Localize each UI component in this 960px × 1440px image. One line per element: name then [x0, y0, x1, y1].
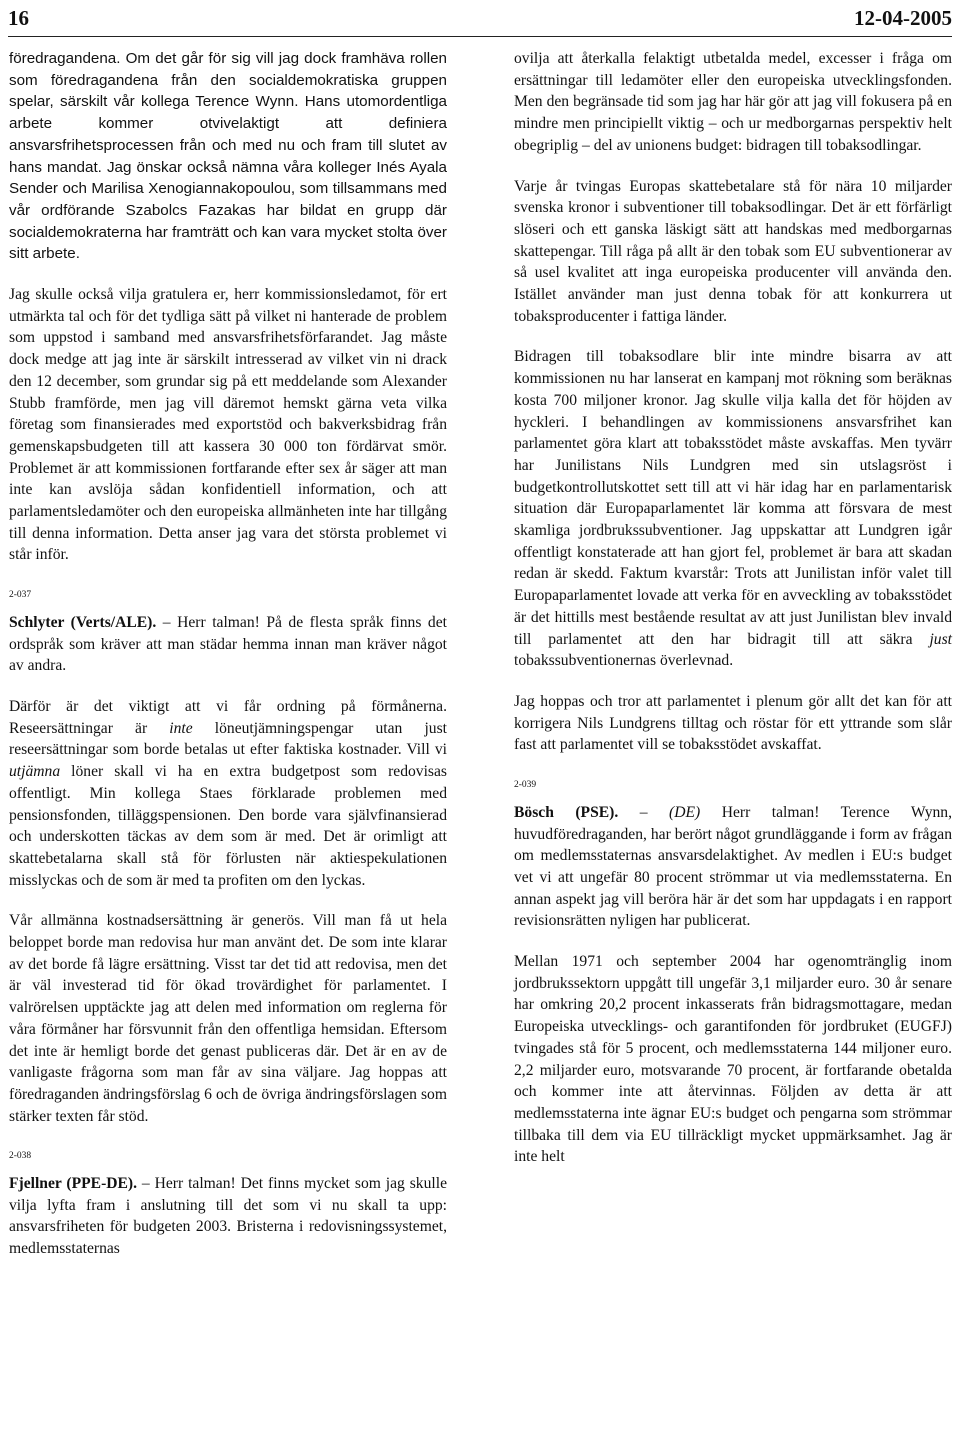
paragraph: ovilja att återkalla felaktigt utbetalda medel, excesser i fråga om ersättningar till ledamöter eller den europeiska utvecklingsfonden. Men den begränsade tid som jag har här gör att jag vill fokusera på en mindre men principiellt viktig – och ur medborgarnas perspektiv helt obegriplig – del av unionens budget: bidragen till tobaksodlingar.: [514, 50, 952, 154]
speech-text: Herr talman! Terence Wynn, huvudföredraganden, har berört något grundläggande i form av frågan om medlemsstaternas ansvarsdelaktighet. Av medlen i EU:s budget vet vi att ungefär 80 procent strömmar ut via medlemsstaterna. En annan aspekt jag vill beröra här är det som har uppdagats i en rapport revisionsrätten nyligen har publicerat.: [514, 803, 952, 930]
paragraph: Jag hoppas och tror att parlamentet i plenum gör allt det kan för att korrigera Nils Lundgrens tilltag och röstar för ett yttrande som slår fast att parlamentet vill se tobaksstödet avskaffat.: [514, 692, 952, 754]
speech-paragraph: [9, 1173, 447, 1260]
paragraph: föredragandena. Om det går för sig vill jag dock framhäva rollen som föredragandena från den socialdemokratiska gruppen spelar, särskilt vår kollega Terence Wynn. Hans utomordentliga arbete kommer otvivelaktigt att definiera ansvarsfrihetsprocessen från och med nu och fram till slutet av hans mandat. Jag önskar också nämna våra kolleger Inés Ayala Sender och Marilisa Xenogiannakopoulou, som tillsammans med vår ordförande Szabolcs Fazakas har bildat en grupp där socialdemokraterna har framträtt och kan vara mycket stolta över sitt arbete.: [9, 50, 447, 263]
speech-reference: 2-038: [9, 1151, 32, 1162]
page-number: 16: [8, 5, 29, 30]
emphasis: just: [929, 630, 952, 648]
left-column: [9, 48, 447, 1260]
speaker-name: Bösch (PSE).: [514, 803, 619, 821]
paragraph: [9, 696, 447, 891]
emphasis: inte: [169, 719, 193, 737]
speech-text: Herr talman! Det finns mycket som jag skulle vilja lyfta fram i anslutning till det som vi nu skall ta upp: ansvarsfriheten för budgeten 2003. Bristerna i redovisningssystemet, medlemsstaternas: [9, 1175, 447, 1258]
speech-paragraph: [514, 802, 952, 932]
language-tag: (DE): [669, 803, 701, 821]
paragraph: Mellan 1971 och september 2004 har ogenomtränglig inom jordbrukssektorn uppgått till ungefär 3,1 miljarder euro. 30 år senare har omkring 20,2 procent inkasserats från bidragsmottagare, medan Europeiska utvecklings- och garantifonden för jordbruket (EUGFJ) tvingades stå för 5 procent, och medlemsstaterna 144 miljoner euro. 2,2 miljarder euro, motsvarande 70 procent, är fortfarande obetalda och kommer inte att återvinnas. Följden av detta är att medlemsstaterna inte ägnar EU:s budget och pengarna som strömmar tillbaka till dem via EU tillräckligt mycket uppmärksamhet. Jag är inte helt: [514, 953, 952, 1166]
dash: –: [137, 1175, 155, 1193]
page-date: 12-04-2005: [854, 5, 952, 30]
speech-text: Herr talman! På de flesta språk finns det ordspråk som kräver att man städar hemma innan man kräver något av andra.: [9, 613, 447, 675]
paragraph: Vår allmänna kostnadsersättning är generös. Vill man få ut hela beloppet borde man redovisa hur man använt det. De som inte klarar av det borde få lägre ersättning. Visst tar det tid att redovisa, men det är väl investerad tid för ökad trovärdighet för parlamentet. I valrörelsen upptäckte jag att delen med information om reglerna för våra förmåner har försvunnit från den offentliga hemsidan. Eftersom det inte är hemligt borde det genast publiceras där. Det är en av de vanligaste frågorna som man får av sina väljare. Jag hoppas att föredraganden ändringsförslag 6 och de övriga ändringsförslagen som stärker texten får stöd.: [9, 912, 447, 1125]
text-segment: löner skall vi ha en extra budgetpost som redovisas offentligt. Min kollega Staes förklarade problemen med pensionsfonden, tilläggspensionen. Den borde vara självfinansierad och underskotten täckas av dem som är med. Det är orimligt att skattebetalarna skall stå för förlusten när aktiespekulationen misslyckas och de som är med ta profiten om den lyckas.: [9, 763, 447, 889]
text-segment: löneutjämningspengar utan just reseersättningar som borde betalas ut efter faktiska kostnader. Vill vi: [9, 719, 447, 759]
speech-reference: 2-039: [514, 780, 537, 791]
speaker-name: Schlyter (Verts/ALE).: [9, 613, 157, 631]
dash: –: [618, 803, 670, 821]
paragraph: Varje år tvingas Europas skattebetalare stå för nära 10 miljarder svenska kronor i subventioner till tobaksodlingar. Det är ett förfärligt slöseri och ett ganska läskigt sätt att handskas med medborgarnas skattepengar. Till råga på allt är den tobak som EU subventionerar av så usel kvalitet att inga europeiska producenter vill använda den. Istället använder man just denna tobak för att konkurrera ut tobaksproducenter i fattiga länder.: [514, 177, 952, 325]
paragraph: [514, 346, 952, 672]
emphasis: utjämna: [9, 763, 61, 781]
text-segment: Bidragen till tobaksodlare blir inte mindre bisarra av att kommissionen nu har lanserat en kampanj mot rökning som beräknas kosta 700 miljoner kronor. Jag skulle vilja kalla det för höjden av hyckleri. I behandlingen av kommissionens ansvarsfrihet kan parlamentet göra klart att tobaksstödet måste avskaffas. Men tyvärr har Junilistans Nils Lundgren med sin utslagsröst i budgetkontrollutskottet sett till att vi här idag har en parlamentarisk situation där Europaparlamentet lär komma att försvara de mest skamliga jordbrukssubventioner. Jag uppskattar att Lundgren igår offentligt konstaterade att han gjort fel, problemet är bara att skadan redan är skedd. Faktum kvarstår: Trots att Junilistan inför valet till Europaparlamentet lovade att verka för en avveckling av tobaksstödet är det hittills mest bestående resultat av att just Junilistan blev invald till parlamentet att den har bidragit till att säkra: [514, 348, 952, 648]
speech-paragraph: [9, 612, 447, 677]
text-segment: Därför är det viktigt att vi får ordning på förmånerna. Reseersättningar är: [9, 697, 447, 737]
text-segment: tobakssubventionernas överlevnad.: [514, 652, 734, 670]
page-header: [8, 0, 952, 37]
speech-reference: 2-037: [9, 590, 32, 601]
right-column: [514, 48, 952, 1168]
speaker-name: Fjellner (PPE-DE).: [9, 1175, 138, 1193]
dash: –: [156, 613, 178, 631]
paragraph: Jag skulle också vilja gratulera er, herr kommissionsledamot, för ert utmärkta tal och för det tydliga sätt på vilket ni hanterade de problem som uppstod i samband med ansvarsfrihetsförfarandet. Jag måste dock medge att jag inte är särskilt intresserad av vilket vin ni drack den 12 december, som grundar sig på ett meddelande som Alexander Stubb framförde, men jag vill däremot hemskt gärna veta vilka företag som finansierades med exportstöd och bakverksbidrag från gemenskapsbudgeten till att kassera 30 000 ton fördärvat smör. Problemet är att kommissionen fortfarande efter sex år säger att man inte kan avslöja sådan konfidentiell information, och att parlamentsledamöter och den europeiska allmänheten inte har tillgång till denna information. Detta anser jag vara det största problemet vi står inför.: [9, 286, 447, 564]
